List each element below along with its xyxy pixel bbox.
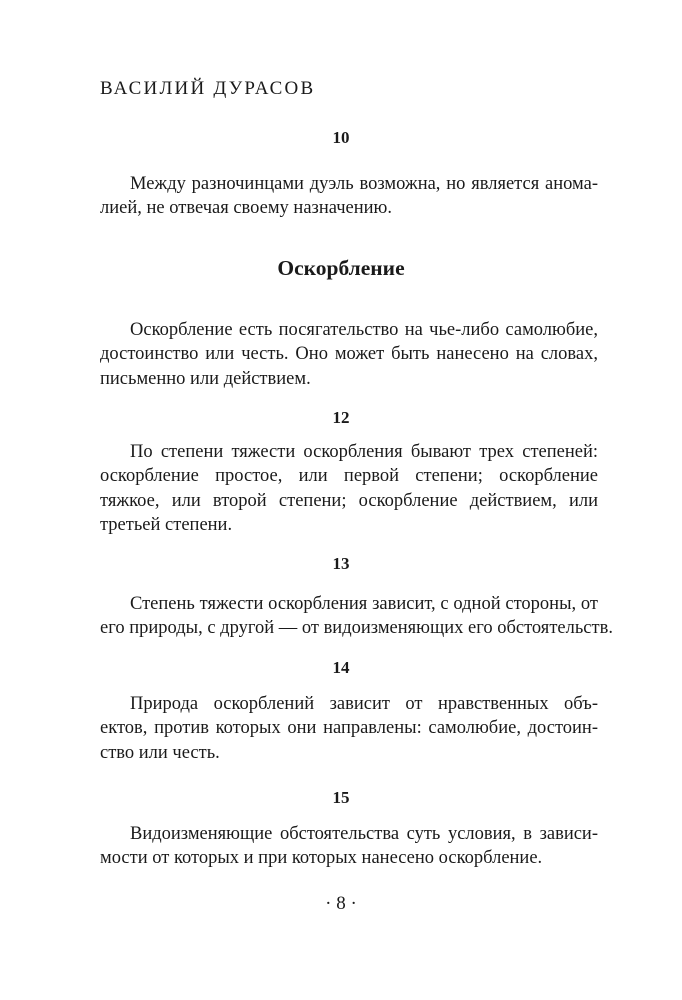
text-line: лией, не отвечая своему назначению. [100, 198, 392, 219]
section-number: 14 [332, 658, 350, 677]
paragraph [100, 692, 598, 765]
text-line: третьей степени. [100, 514, 233, 535]
text-line: достоинство или честь. Оно может быть нанесено на словах, [100, 344, 598, 365]
section-number: 12 [332, 408, 350, 427]
text-line: мости от которых и при которых нанесено оскорбление. [100, 848, 543, 869]
section-heading: Оскорбление [277, 256, 405, 280]
text-line: Между разночинцами дуэль возможна, но является анома- [130, 174, 598, 194]
section-number: 10 [332, 128, 350, 147]
text-line: Степень тяжести оскорбления зависит, с одной стороны, от [130, 594, 598, 614]
text-line: Оскорбление есть посягательство на чье-либо самолюбие, [130, 320, 598, 340]
paragraph [100, 822, 598, 871]
text-line: его природы, с другой — от видоизменяющих его обстоятельств. [100, 618, 613, 639]
text-line: тяжкое, или второй степени; оскорбление действием, или [100, 490, 598, 511]
paragraph [100, 172, 598, 221]
paragraph [100, 318, 598, 391]
section-number: 13 [332, 554, 350, 573]
text-line: Видоизменяющие обстоятельства суть условия, в зависи- [130, 824, 598, 844]
running-header: ВАСИЛИЙ ДУРАСОВ [100, 78, 316, 99]
text-line: письменно или действием. [100, 368, 311, 389]
text-line: По степени тяжести оскорбления бывают трех степеней: [130, 442, 598, 462]
section-number: 15 [332, 788, 350, 807]
paragraph [100, 440, 598, 537]
page-number: · 8 · [325, 893, 357, 914]
text-line: ектов, против которых они направлены: самолюбие, достоин- [100, 718, 598, 739]
paragraph [100, 592, 613, 641]
text-line: ство или честь. [100, 742, 220, 763]
text-line: Природа оскорблений зависит от нравственных объ- [130, 694, 598, 714]
text-line: оскорбление простое, или первой степени; оскорбление [100, 466, 598, 487]
